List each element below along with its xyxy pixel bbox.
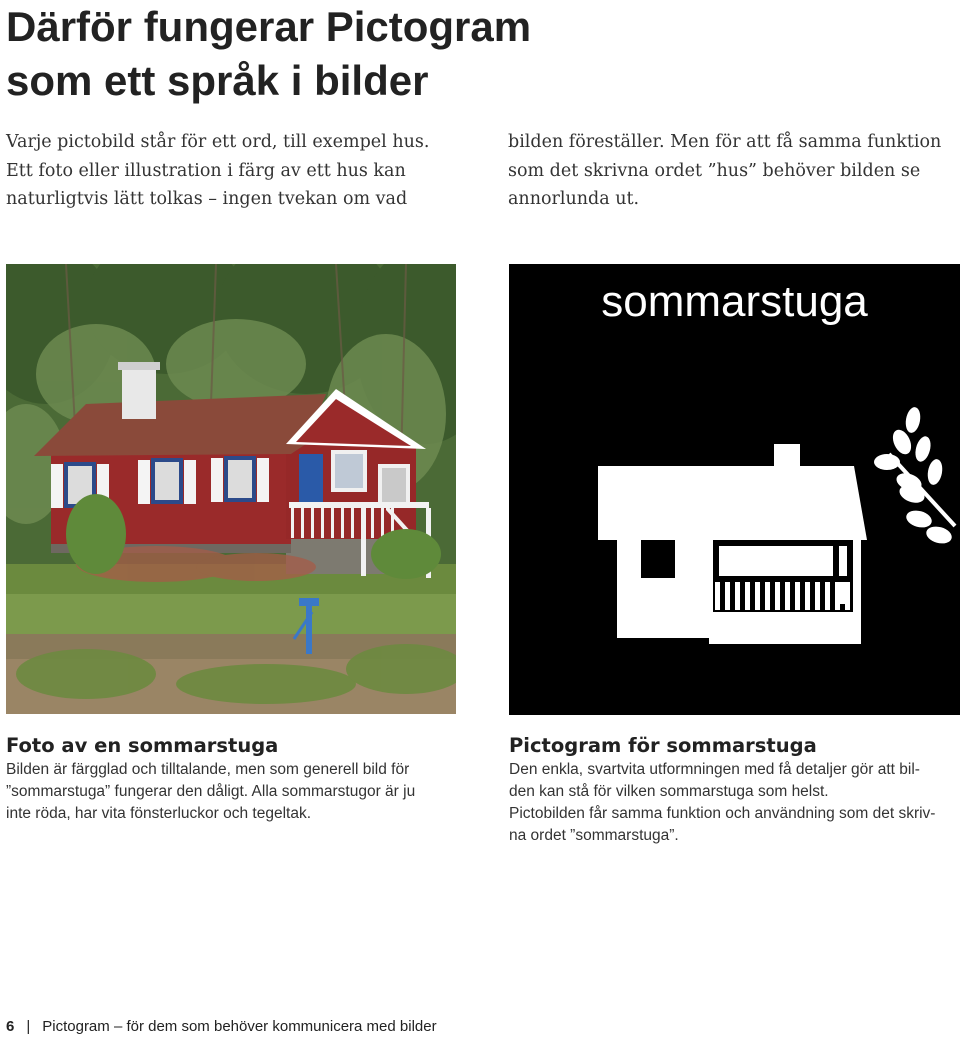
caption-line: Pictobilden får samma funktion och användning som det skriv- [509,805,936,822]
footer-text: Pictogram – för dem som behöver kommunicera med bilder [42,1018,437,1035]
pictogram-caption-body [509,759,959,847]
pictogram-word: sommarstuga [601,277,868,326]
intro-line: Ett foto eller illustration i färg av ett hus kan [6,160,406,181]
cottage-pictogram-icon [509,264,960,715]
intro-text-right [508,128,958,214]
intro-line: annorlunda ut. [508,189,640,209]
caption-line: ”sommarstuga” fungerar den dåligt. Alla sommarstugor är ju [6,783,416,800]
caption-line: Den enkla, svartvita utformningen med få detaljer gör att bil- [509,761,920,778]
caption-line: Bilden är färgglad och tilltalande, men som generell bild för [6,761,410,778]
pictogram-caption-title: Pictogram för sommarstuga [509,734,817,757]
intro-line: bilden föreställer. Men för att få samma funktion [508,132,942,152]
photo-caption-body [6,759,451,825]
pictogram-caption [509,733,959,847]
sommarstuga-pictogram [509,264,960,715]
intro-line: naturligtvis lätt tolkas – ingen tvekan om vad [6,189,408,209]
footer-separator: | [26,1018,31,1035]
caption-line: den kan stå för vilken sommarstuga som helst. [509,783,829,800]
page-heading [6,0,531,108]
heading-line-2: som ett språk i bilder [6,57,429,104]
heading-line-1: Därför fungerar Pictogram [6,3,532,50]
photo-caption [6,733,451,825]
page-number: 6 [6,1018,15,1035]
caption-line: inte röda, har vita fönsterluckor och tegeltak. [6,805,311,822]
photo-caption-title: Foto av en sommarstuga [6,734,279,757]
caption-line: na ordet ”sommarstuga”. [509,827,679,844]
intro-text-left [6,128,456,214]
summer-cottage-photo [6,264,456,714]
intro-line: som det skrivna ordet ”hus” behöver bilden se [508,160,921,181]
intro-line: Varje pictobild står för ett ord, till exempel hus. [6,132,430,152]
page-footer [6,1017,437,1037]
